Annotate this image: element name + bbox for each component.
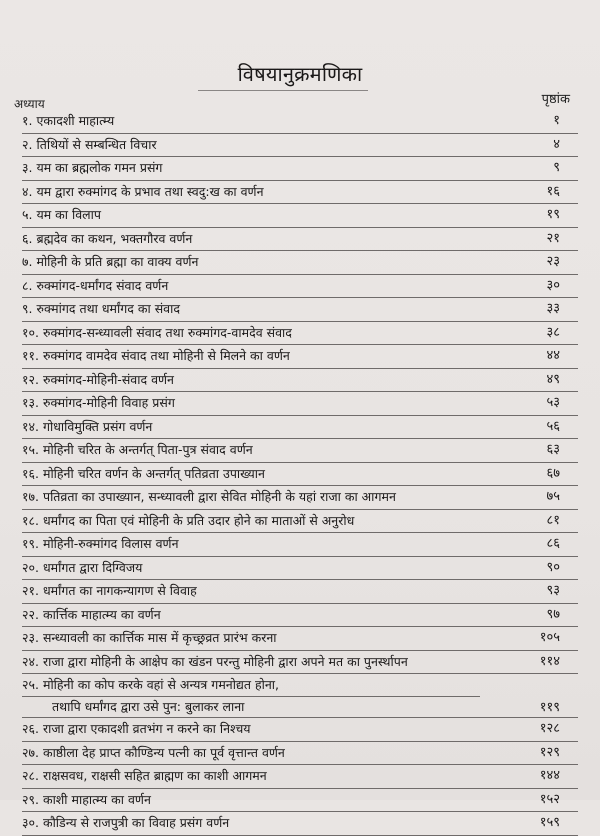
- row-divider: [22, 835, 578, 836]
- toc-entry-number: २५.: [22, 677, 39, 692]
- toc-entry: [0, 580, 600, 604]
- toc-entry-page: ५३: [546, 395, 560, 410]
- toc-entry-page: ९०: [546, 559, 560, 575]
- toc-entry-label: [22, 208, 492, 222]
- toc-entry-page: ४: [553, 136, 560, 152]
- toc-entry-title: सन्ध्यावली का कार्त्तिक मास में कृच्छ्रव्रत प्रारंभ करना: [42, 630, 277, 645]
- toc-entry: [0, 651, 600, 675]
- chapter-column-header: अध्याय: [14, 97, 45, 111]
- toc-entry-page: ५६: [546, 418, 560, 434]
- toc-entry-page: ९३: [546, 583, 560, 598]
- toc-entry-page: १२९: [539, 744, 560, 760]
- toc-entry: [0, 134, 600, 158]
- toc-entry-page: १५९: [539, 815, 560, 830]
- title-underline: [198, 90, 368, 91]
- toc-entry-number: २९.: [22, 791, 39, 807]
- toc-entry-title: गोधाविमुक्ति प्रसंग वर्णन: [42, 418, 153, 434]
- toc-entry-title: रुक्मांगद-धर्मांगद संवाद वर्णन: [36, 277, 169, 293]
- toc-entry: [0, 416, 600, 440]
- toc-entry-page: ९७: [546, 606, 560, 622]
- toc-entry-page: ११४: [539, 653, 560, 669]
- toc-entry: [0, 181, 600, 205]
- toc-entry-title: तिथियों से सम्बन्धित विचार: [36, 136, 157, 152]
- toc-entry-number: ४.: [22, 183, 33, 199]
- toc-entry-label: [22, 816, 492, 830]
- toc-entry-number: ३.: [22, 160, 33, 175]
- toc-entry: [0, 298, 600, 322]
- toc-entry-title: धर्मांगद का पिता एवं मोहिनी के प्रति उदार होने का माताओं से अनुरोध: [42, 512, 355, 528]
- toc-entry: [0, 627, 600, 651]
- toc-entry-page: ११९: [539, 700, 560, 715]
- toc-entry-number: १८.: [22, 512, 39, 528]
- toc-entry-title: कौडिन्य से राजपुत्री का विवाह प्रसंग वर्णन: [42, 815, 230, 830]
- toc-entry-label: [22, 161, 492, 175]
- toc-entry: [0, 789, 600, 813]
- toc-entry-title: धर्मांगत द्वारा दिग्विजय: [42, 559, 143, 575]
- toc-entry-label: [22, 255, 492, 269]
- toc-entry-title: यम का ब्रह्मलोक गमन प्रसंग: [36, 160, 163, 175]
- toc-entry-number: १.: [22, 113, 33, 128]
- toc-entry-label: [22, 373, 492, 387]
- toc-entry-label: [22, 631, 492, 645]
- toc-entry-page: ६३: [546, 442, 560, 457]
- toc-entry-page: ७५: [546, 489, 560, 504]
- toc-entry-label: [22, 722, 492, 736]
- toc-entry-title: यम द्वारा रुक्मांगद के प्रभाव तथा स्वदु:ख का वर्णन: [36, 183, 264, 199]
- toc-entry-number: ७.: [22, 254, 33, 269]
- toc-entry: [0, 463, 600, 487]
- toc-entry-label: [22, 114, 492, 128]
- toc-entry-title: मोहिनी-रुक्मांगद विलास वर्णन: [42, 536, 179, 551]
- toc-entry-number: १०.: [22, 324, 39, 340]
- toc-entry: [0, 812, 600, 836]
- toc-entry-label: [22, 467, 492, 481]
- toc-entry-page: ८६: [546, 536, 560, 551]
- toc-entry-number: ८.: [22, 277, 33, 293]
- toc-entry-title: मोहिनी चरित वर्णन के अन्तर्गत् पतिव्रता उपाख्यान: [42, 465, 265, 481]
- toc-entry-title: राजा द्वारा मोहिनी के आक्षेप का खंडन परन्तु मोहिनी द्वारा अपने मत का पुनर्स्थापन: [42, 653, 408, 669]
- toc-entry-page: ८१: [546, 512, 560, 528]
- toc-entry-title: काष्ठीला देह प्राप्त कौण्डिन्य पत्नी का पूर्व वृत्तान्त वर्णन: [42, 744, 285, 760]
- toc-entry-number: २८.: [22, 768, 39, 783]
- toc-entry-label: [22, 349, 492, 363]
- toc-entry-page: ४९: [546, 371, 560, 387]
- row-divider: [22, 696, 480, 697]
- toc-entry-page: १५२: [539, 791, 560, 807]
- page-column-header: पृष्ठांक: [541, 92, 570, 107]
- toc-entry: [0, 275, 600, 299]
- toc-entry-page: ४४: [546, 348, 560, 363]
- toc-entry-label: [22, 420, 492, 434]
- toc-entry-label: [22, 584, 492, 598]
- toc-entry-number: २०.: [22, 559, 39, 575]
- toc-entry-number: ५.: [22, 207, 33, 222]
- toc-entry-title: रुक्मांगद-सन्ध्यावली संवाद तथा रुक्मांगद-वामदेव संवाद: [42, 324, 292, 340]
- toc-entry: [0, 322, 600, 346]
- toc-entry-title: ब्रह्मदेव का कथन, भक्तगौरव वर्णन: [36, 230, 193, 246]
- toc-entry-title: धर्मांगत का नागकन्यागण से विवाह: [42, 583, 197, 598]
- toc-entry-page: ३०: [546, 277, 560, 293]
- toc-entry-label: [22, 279, 492, 293]
- toc-entry-number: ६.: [22, 230, 33, 246]
- toc-entry: [0, 486, 600, 510]
- toc-entry-label: [22, 769, 492, 783]
- toc-entry-number: १३.: [22, 395, 39, 410]
- toc-entry-title: रुक्मांगद-मोहिनी-संवाद वर्णन: [42, 371, 174, 387]
- toc-entry: [0, 392, 600, 416]
- toc-entry-number: १२.: [22, 371, 39, 387]
- toc-entry-page: ३८: [546, 324, 560, 340]
- toc-entry-label: [22, 561, 492, 575]
- toc-entry-page: १४४: [539, 768, 560, 783]
- toc-entry: [0, 110, 600, 134]
- toc-entry-page: १९: [546, 207, 560, 222]
- toc-entry: [0, 604, 600, 628]
- toc-entry-title-continued: तथापि धर्मांगद द्वारा उसे पुन: बुलाकर लाना: [52, 699, 245, 714]
- toc-entry-title: पतिव्रता का उपाख्यान, सन्ध्यावली द्वारा सेवित मोहिनी के यहां राजा का आगमन: [42, 489, 396, 504]
- toc-entry-label: [22, 746, 492, 760]
- toc-entry-title: राक्षसवध, राक्षसी सहित ब्राह्मण का काशी आगमन: [42, 768, 267, 783]
- toc-entry-label: [22, 396, 492, 410]
- toc-entry-label: [22, 185, 492, 199]
- toc-entry-number: २२.: [22, 606, 39, 622]
- toc-entry-number: २६.: [22, 721, 39, 736]
- toc-entry: [0, 369, 600, 393]
- toc-entry-title: रुक्मांगद-मोहिनी विवाह प्रसंग: [42, 395, 175, 410]
- toc-entry-label: [22, 302, 492, 316]
- toc-entry-number: २१.: [22, 583, 39, 598]
- toc-entry-page: १०५: [539, 630, 560, 645]
- page-title: विषयानुक्रमणिका: [237, 62, 363, 86]
- toc-entry-title: काशी माहात्म्य का वर्णन: [42, 791, 151, 807]
- toc-entry-label: [22, 537, 492, 551]
- table-of-contents: [0, 110, 600, 836]
- toc-entry-label: [22, 490, 492, 504]
- toc-entry: [0, 439, 600, 463]
- toc-entry-label: [22, 514, 492, 528]
- toc-entry-label: [22, 326, 492, 340]
- toc-entry-title: रुक्मांगद तथा धर्मांगद का संवाद: [36, 301, 180, 316]
- toc-entry: [0, 345, 600, 369]
- toc-entry: [0, 157, 600, 181]
- toc-entry: [0, 228, 600, 252]
- toc-entry-number: २३.: [22, 630, 39, 645]
- toc-entry-number: २४.: [22, 653, 39, 669]
- toc-entry-label: [22, 138, 492, 152]
- toc-entry-page: ९: [553, 160, 560, 175]
- toc-entry-page: १६: [546, 183, 560, 199]
- toc-entry: [0, 204, 600, 228]
- toc-entry-label: [22, 608, 492, 622]
- toc-entry-page: १२८: [539, 721, 560, 736]
- toc-entry-title: यम का विलाप: [36, 207, 101, 222]
- toc-entry-label: [22, 232, 492, 246]
- toc-entry: [0, 674, 600, 718]
- toc-entry: [0, 718, 600, 742]
- toc-entry: [0, 510, 600, 534]
- toc-entry-label: [22, 678, 492, 692]
- toc-entry-number: २.: [22, 136, 33, 152]
- toc-entry-title: रुक्मांगद वामदेव संवाद तथा मोहिनी से मिलने का वर्णन: [42, 348, 290, 363]
- toc-entry-number: ९.: [22, 301, 33, 316]
- toc-entry-label: [22, 793, 492, 807]
- toc-entry-number: १६.: [22, 465, 39, 481]
- toc-entry-label: [22, 655, 492, 669]
- toc-entry-title: मोहिनी के प्रति ब्रह्मा का वाक्य वर्णन: [36, 254, 199, 269]
- toc-entry-title: एकादशी माहात्म्य: [36, 113, 115, 128]
- toc-entry-page: ६७: [546, 465, 560, 481]
- toc-entry: [0, 533, 600, 557]
- toc-entry-number: ३०.: [22, 815, 39, 830]
- toc-entry-label: [22, 443, 492, 457]
- toc-entry-number: १४.: [22, 418, 39, 434]
- toc-entry-page: २१: [546, 230, 560, 246]
- toc-entry-number: १५.: [22, 442, 39, 457]
- toc-entry-number: १७.: [22, 489, 39, 504]
- toc-entry-page: ३३: [546, 301, 560, 316]
- toc-entry-number: १९.: [22, 536, 39, 551]
- toc-entry-title: मोहिनी चरित के अन्तर्गत् पिता-पुत्र संवाद वर्णन: [42, 442, 253, 457]
- toc-entry-title: मोहिनी का कोप करके वहां से अन्यत्र गमनोद्यत होना,: [42, 677, 279, 692]
- toc-entry: [0, 557, 600, 581]
- toc-entry-page: १: [553, 113, 560, 128]
- toc-entry: [0, 765, 600, 789]
- toc-entry-title: राजा द्वारा एकादशी व्रतभंग न करने का निश्चय: [42, 721, 251, 736]
- toc-entry-number: ११.: [22, 348, 39, 363]
- toc-entry-title: कार्त्तिक माहात्म्य का वर्णन: [42, 606, 161, 622]
- toc-entry-number: २७.: [22, 744, 39, 760]
- toc-entry: [0, 742, 600, 766]
- toc-entry: [0, 251, 600, 275]
- toc-entry-page: २३: [546, 254, 560, 269]
